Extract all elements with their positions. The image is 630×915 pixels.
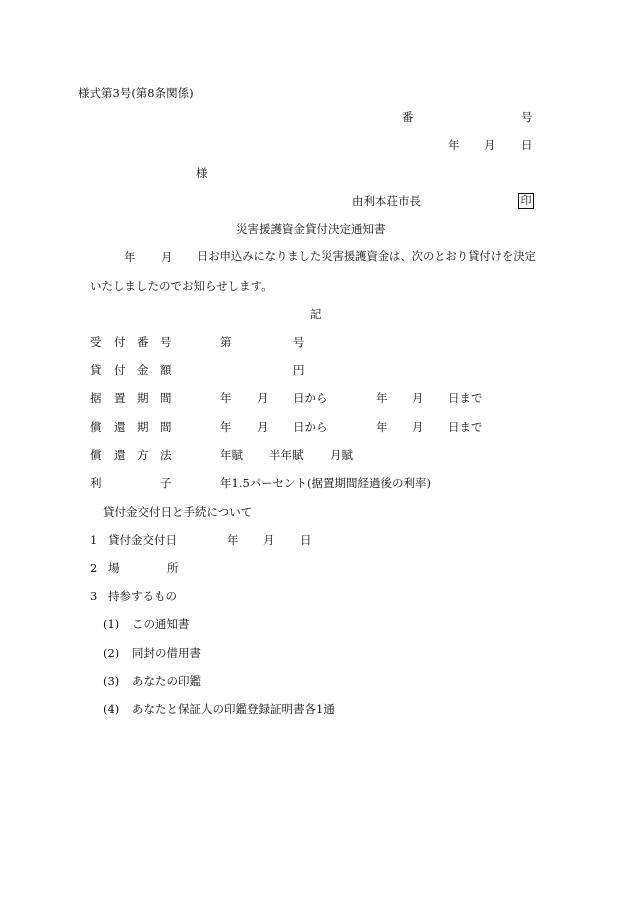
repay-period-label-4: 間	[160, 420, 172, 434]
amount-label-1: 貸	[90, 363, 102, 377]
amount-label-2: 付	[114, 363, 126, 377]
repay-period-to: 日まで	[448, 420, 483, 434]
proc-1-month: 月	[263, 533, 275, 547]
bring-item-2-num: (2)	[103, 646, 120, 660]
date-month-label: 月	[484, 138, 496, 152]
bring-item-2-text: 同封の借用書	[132, 646, 201, 660]
deferral-m1: 月	[257, 391, 269, 405]
receipt-label-4: 号	[160, 335, 172, 349]
repay-method-label-3: 方	[137, 448, 149, 462]
repay-period-m2: 月	[412, 420, 424, 434]
amount-label-4: 額	[160, 363, 172, 377]
repay-method-semiannual: 半年賦	[269, 448, 304, 462]
repay-period-m1: 月	[257, 420, 269, 434]
date-day-label: 日	[521, 138, 533, 152]
deferral-y1: 年	[220, 391, 232, 405]
repay-method-annual: 年賦	[220, 448, 243, 462]
repay-method-label-2: 還	[114, 448, 126, 462]
receipt-label-2: 付	[114, 335, 126, 349]
deferral-y2: 年	[376, 391, 388, 405]
repay-method-label-4: 法	[160, 448, 172, 462]
body-year: 年	[124, 250, 136, 264]
date-year-label: 年	[448, 138, 460, 152]
interest-value: 年1.5パーセント(据置期間経過後の利率)	[220, 476, 432, 490]
interest-label-1: 利	[90, 476, 102, 490]
proc-2-num: 2	[90, 561, 98, 575]
receipt-suffix: 号	[293, 335, 305, 349]
proc-2-label-b: 所	[167, 561, 179, 575]
proc-3-label: 持参するもの	[108, 589, 177, 603]
proc-1-num: 1	[90, 533, 98, 547]
receipt-label-1: 受	[90, 335, 102, 349]
proc-2-label-a: 場	[108, 561, 120, 575]
receipt-label-3: 番	[137, 335, 149, 349]
deferral-m2: 月	[412, 391, 424, 405]
amount-unit: 円	[293, 363, 305, 377]
proc-3-num: 3	[90, 589, 98, 603]
body-line-1: 日お申込みになりました災害援護資金は、次のとおり貸付けを決定	[197, 250, 536, 263]
deferral-label-2: 置	[114, 391, 126, 405]
proc-1-day: 日	[300, 533, 312, 547]
proc-1-year: 年	[227, 533, 239, 547]
repay-method-label-1: 償	[90, 448, 102, 462]
repay-period-y1: 年	[220, 420, 232, 434]
form-number: 様式第3号(第8条関係)	[78, 86, 194, 100]
amount-label-3: 金	[137, 363, 149, 377]
bring-item-1-text: この通知書	[132, 617, 190, 631]
repay-method-monthly: 月賦	[330, 448, 353, 462]
deferral-to: 日まで	[448, 391, 483, 405]
body-line-2: いたしましたのでお知らせします。	[90, 279, 273, 293]
bring-item-1-num: (1)	[103, 617, 120, 631]
procedures-heading: 貸付金交付日と手続について	[103, 505, 253, 519]
addressee-sama: 様	[196, 166, 208, 180]
deferral-from: 日から	[293, 391, 328, 405]
issuer-name: 由利本荘市長	[352, 194, 421, 208]
repay-period-label-1: 償	[90, 420, 102, 434]
repay-period-from: 日から	[293, 420, 328, 434]
deferral-label-3: 期	[137, 391, 149, 405]
repay-period-label-3: 期	[137, 420, 149, 434]
deferral-label-1: 据	[90, 391, 102, 405]
document-title: 災害援護資金貸付決定通知書	[236, 222, 386, 236]
number-go-label: 号	[521, 110, 533, 124]
interest-label-2: 子	[160, 476, 172, 490]
deferral-label-4: 間	[160, 391, 172, 405]
proc-1-label: 貸付金交付日	[108, 533, 177, 547]
bring-item-3-num: (3)	[103, 674, 120, 688]
bring-item-4-text: あなたと保証人の印鑑登録証明書各1通	[132, 702, 335, 716]
number-ban-label: 番	[402, 110, 414, 124]
seal-stamp: 印	[518, 193, 534, 209]
receipt-prefix: 第	[220, 335, 232, 349]
ki-marker: 記	[310, 307, 322, 321]
repay-period-y2: 年	[376, 420, 388, 434]
bring-item-3-text: あなたの印鑑	[132, 674, 201, 688]
repay-period-label-2: 還	[114, 420, 126, 434]
body-month: 月	[161, 250, 173, 264]
bring-item-4-num: (4)	[103, 702, 120, 716]
